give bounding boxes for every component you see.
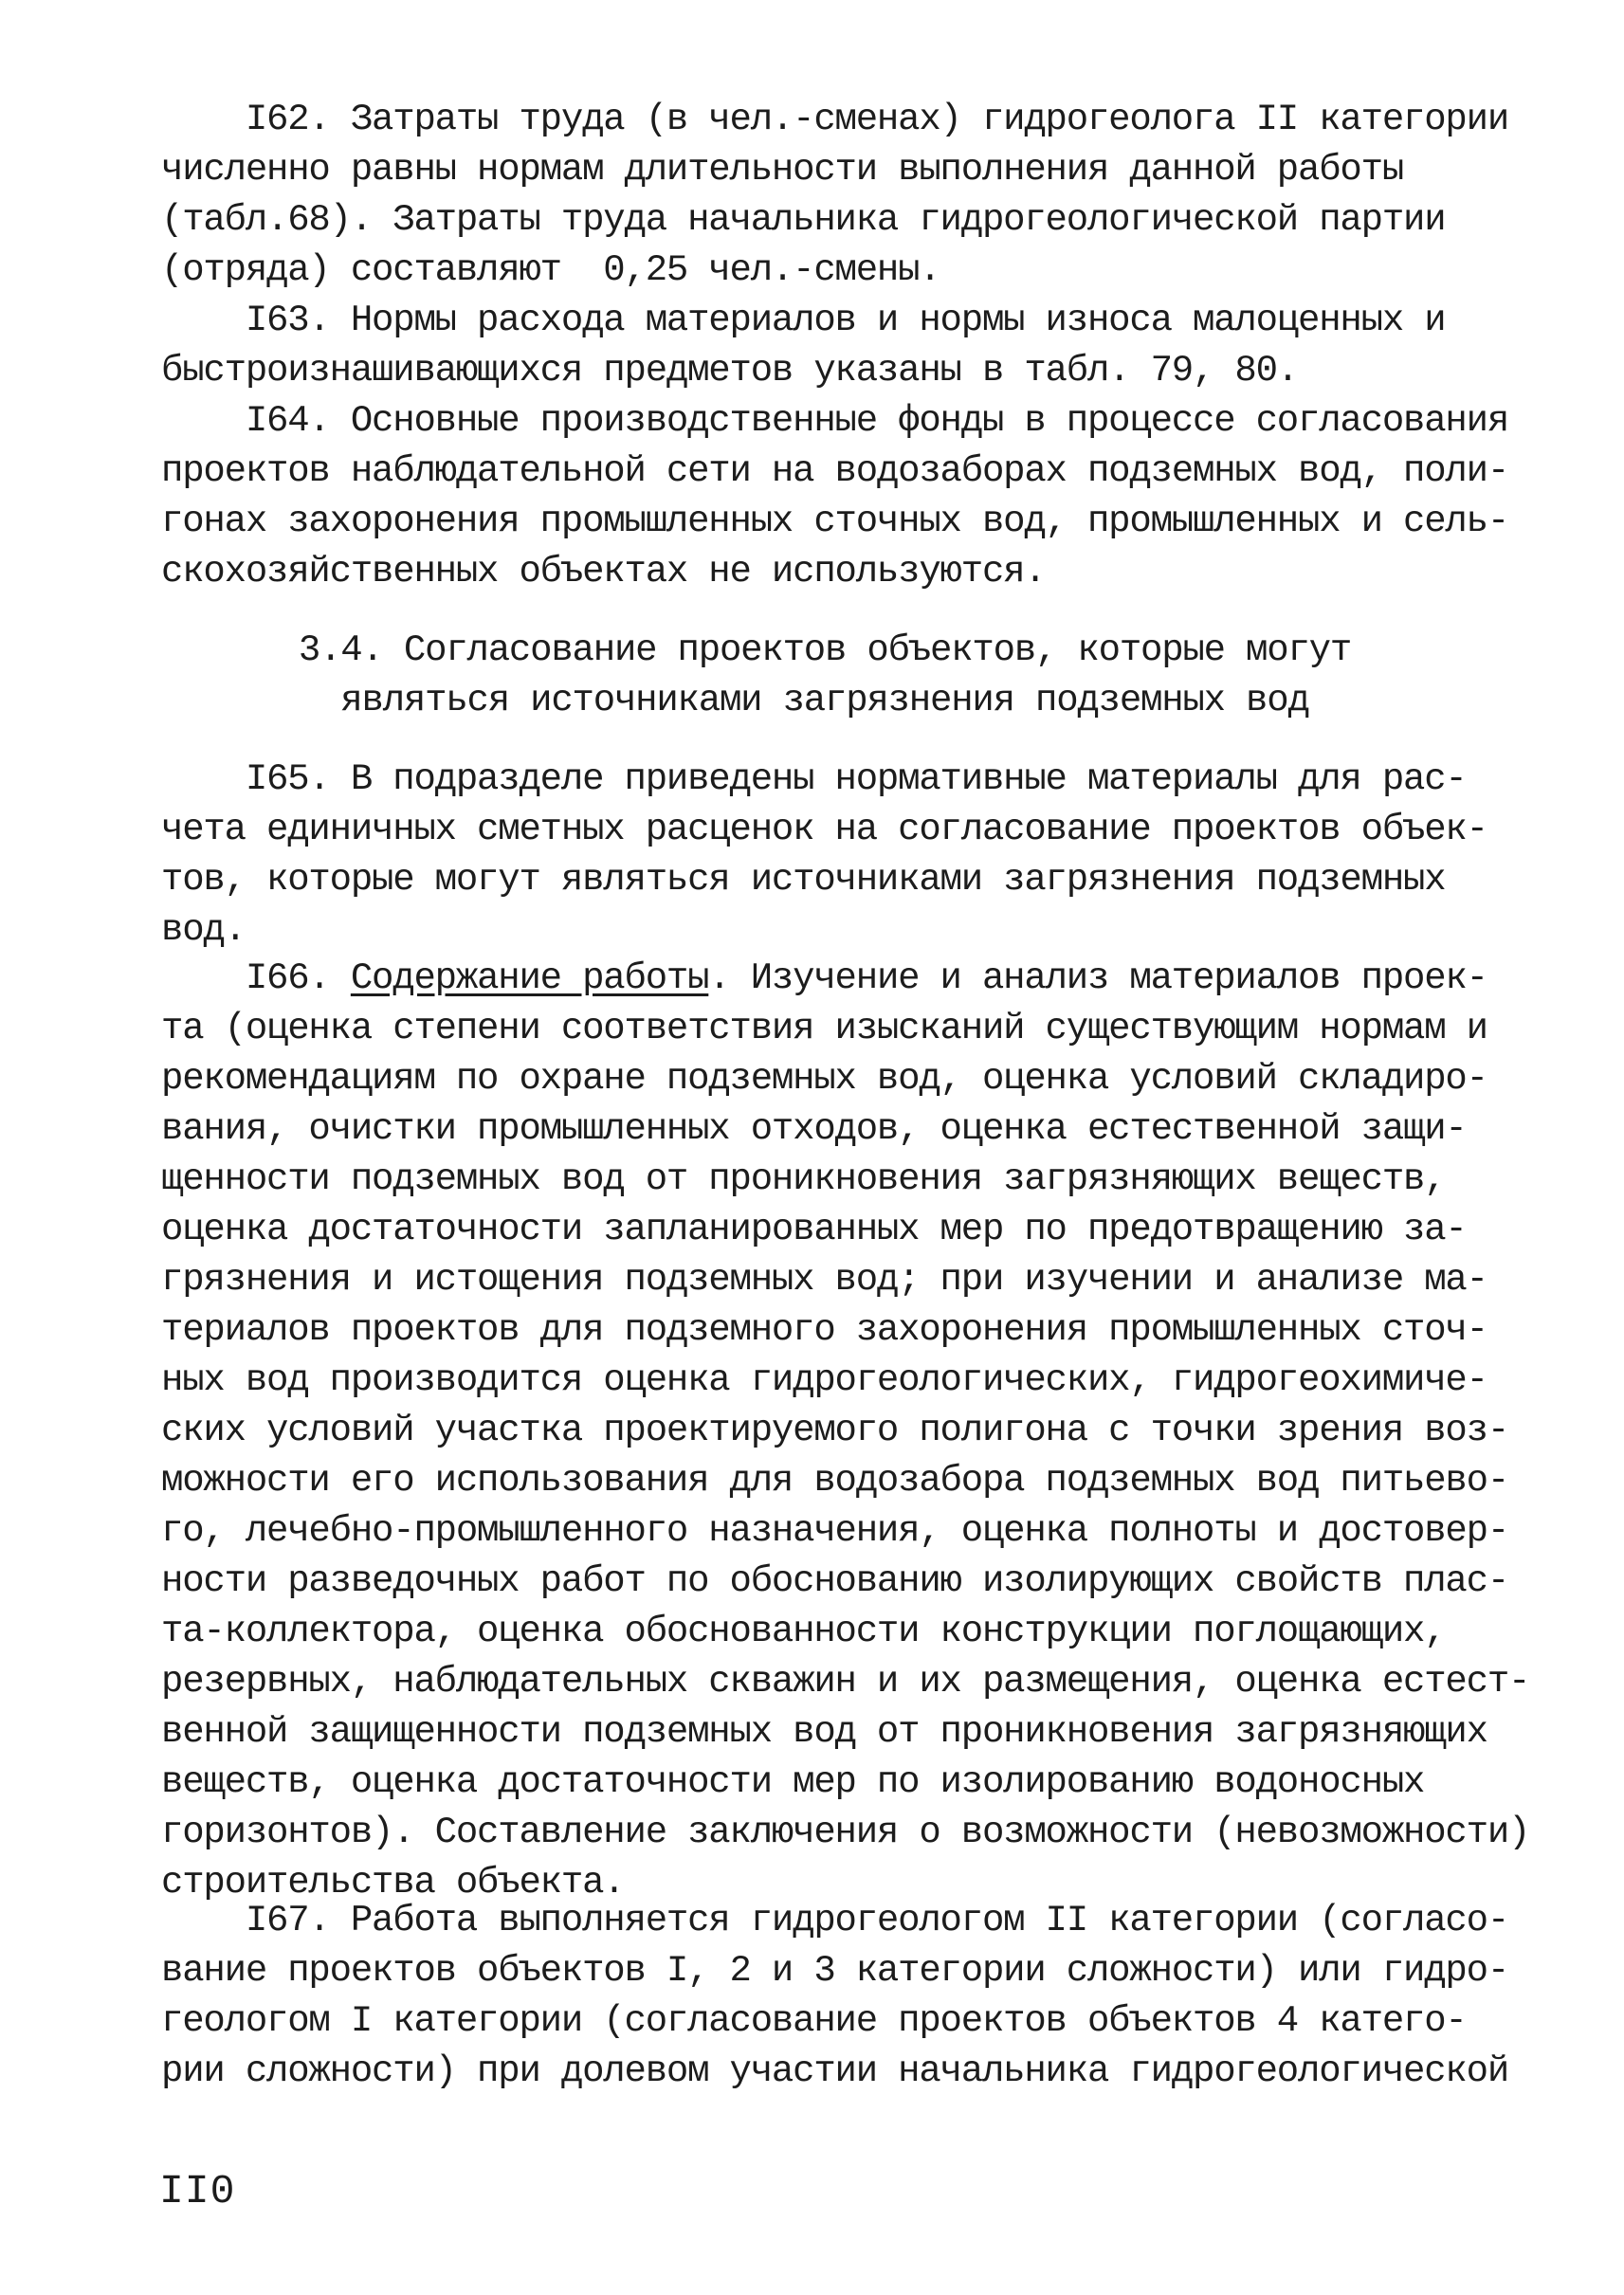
text-line: можности его использования для водозабора подземных вод питьево- [161, 1460, 1509, 1502]
text-line: го, лечебно-промышленного назначения, оценка полноты и достовер- [161, 1510, 1509, 1552]
paragraph-162 [161, 95, 1509, 296]
paragraph-164 [161, 396, 1509, 597]
text-line: строительства объекта. [161, 1862, 625, 1903]
text-line: геологом I категории (согласование проектов объектов 4 катего- [161, 2000, 1467, 2042]
text-line: та (оценка степени соответствия изысканий существующим нормам и [161, 1008, 1487, 1049]
text-line: проектов наблюдательной сети на водозаборах подземных вод, поли- [161, 450, 1509, 492]
text-line: гонах захоронения промышленных сточных вод, промышленных и сель- [161, 501, 1509, 542]
text-line: вание проектов объектов I, 2 и 3 категории сложности) или гидро- [161, 1950, 1509, 1992]
text-line: горизонтов). Составление заключения о возможности (невозможности) [161, 1812, 1530, 1853]
text-line: рекомендациям по охране подземных вод, оценка условий складиро- [161, 1058, 1487, 1100]
underlined-term: Содержание работы [350, 957, 709, 999]
heading-line: 3.4. Согласование проектов объектов, которые могут [298, 629, 1352, 671]
text-line: I63. Нормы расхода материалов и нормы износа малоценных и [161, 300, 1446, 341]
text-line: териалов проектов для подземного захоронения промышленных сточ- [161, 1309, 1487, 1351]
text-line: рии сложности) при долевом участии начальника гидрогеологической [161, 2050, 1509, 2092]
text-line: та-коллектора, оценка обоснованности конструкции поглощающих, [161, 1611, 1446, 1652]
paragraph-163 [161, 296, 1488, 396]
text-line: щенности подземных вод от проникновения загрязняющих веществ, [161, 1158, 1446, 1200]
text-line: ных вод производится оценка гидрогеологических, гидрогеохимиче- [161, 1359, 1487, 1401]
text-line: (табл.68). Затраты труда начальника гидрогеологической партии [161, 199, 1446, 241]
text-line: резервных, наблюдательных скважин и их размещения, оценка естест- [161, 1661, 1530, 1703]
text-line: I67. Работа выполняется гидрогеологом II категории (согласо- [161, 1900, 1509, 1941]
paragraph-167 [161, 1896, 1509, 2097]
text-line: численно равны нормам длительности выполнения данной работы [161, 149, 1404, 191]
text-line [161, 954, 1488, 1004]
text-line: чета единичных сметных расценок на согласование проектов объек- [161, 809, 1487, 850]
text-line: оценка достаточности запланированных мер по предотвращению за- [161, 1209, 1467, 1250]
text-line: (отряда) составляют 0,25 чел.-смены. [161, 249, 940, 291]
text-line: I65. В подразделе приведены нормативные материалы для рас- [161, 758, 1467, 800]
section-heading [161, 626, 1488, 726]
text-line: веществ, оценка достаточности мер по изолированию водоносных [161, 1761, 1425, 1803]
text-line: I62. Затраты труда (в чел.-сменах) гидрогеолога II категории [161, 99, 1509, 140]
text-line: скохозяйственных объектах не используются. [161, 551, 1046, 592]
text-line: грязнения и истощения подземных вод; при изучении и анализе ма- [161, 1259, 1487, 1301]
heading-line: являться источниками загрязнения подземных вод [340, 680, 1309, 721]
text-line: быстроизнашивающихся предметов указаны в табл. 79, 80. [161, 350, 1299, 392]
text-line: венной защищенности подземных вод от проникновения загрязняющих [161, 1711, 1487, 1753]
text-line: ских условий участка проектируемого полигона с точки зрения воз- [161, 1410, 1509, 1451]
text-line: I64. Основные производственные фонды в процессе согласования [161, 400, 1509, 442]
paragraph-166 [161, 954, 1530, 1908]
text-line: вод. [161, 909, 246, 951]
paragraph-number: I66. [161, 957, 351, 999]
paragraph-165 [161, 755, 1488, 956]
text-line: ности разведочных работ по обоснованию изолирующих свойств плас- [161, 1560, 1509, 1602]
text-run: . Изучение и анализ материалов проек- [708, 957, 1487, 999]
page-number: II0 [159, 2168, 236, 2214]
text-line: тов, которые могут являться источниками загрязнения подземных [161, 859, 1446, 901]
text-line: вания, очистки промышленных отходов, оценка естественной защи- [161, 1108, 1467, 1150]
